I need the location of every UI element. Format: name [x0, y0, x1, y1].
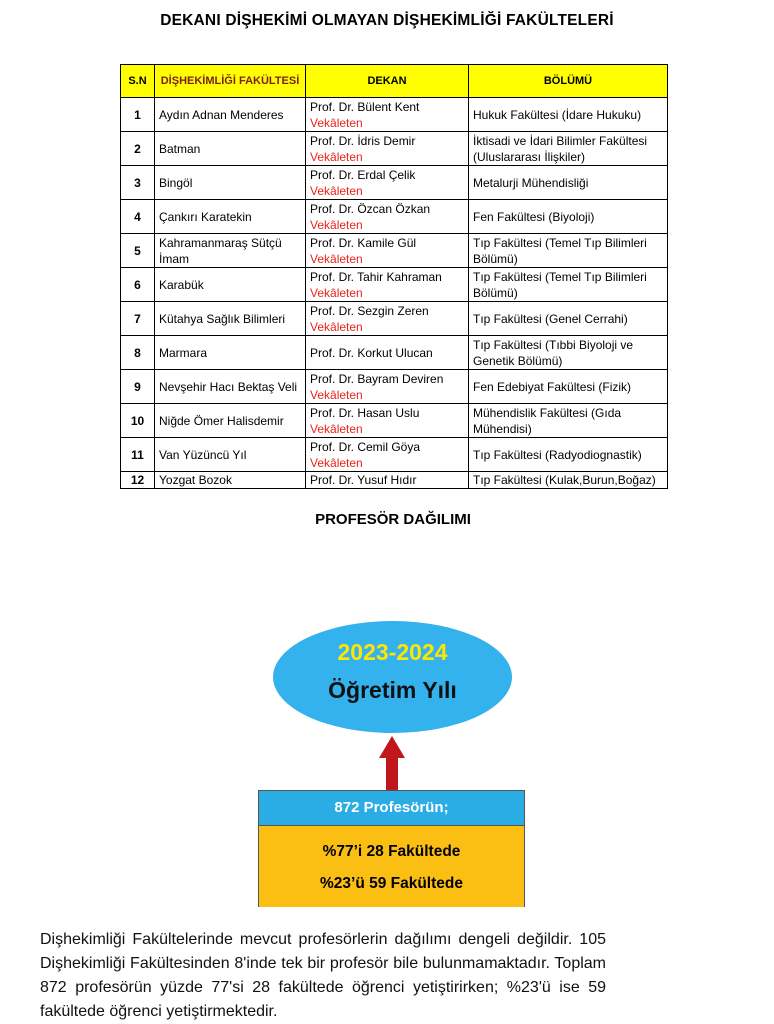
row-number: 2 — [121, 132, 155, 166]
row-number: 8 — [121, 336, 155, 370]
summary-paragraph: Dişhekimliği Fakültelerinde mevcut profesörlerin dağılımı dengeli değildir. 105 Dişhekimliği Fakültesinden 8'inde tek bir profesör bile bulunmamaktadır. Toplam 872 profesörün yüzde 77'si 28 fakültede öğrenci yetiştirirken; %23'ü ise 59 fakültede öğrenci yetiştirmektedir. — [40, 931, 606, 1020]
row-number: 4 — [121, 200, 155, 234]
department-name: Tıp Fakültesi (Kulak,Burun,Boğaz) — [469, 472, 668, 489]
department-name: İktisadi ve İdari Bilimler Fakültesi (Uluslararası İlişkiler) — [469, 132, 668, 166]
row-number: 6 — [121, 268, 155, 302]
dean-cell — [306, 472, 469, 489]
row-number: 10 — [121, 404, 155, 438]
dean-name: Prof. Dr. Sezgin Zeren — [310, 303, 429, 318]
academic-term-label: Öğretim Yılı — [328, 677, 457, 703]
arrow-up-icon — [379, 736, 405, 758]
faculty-name: Çankırı Karatekin — [155, 200, 306, 234]
faculty-name: Van Yüzüncü Yıl — [155, 438, 306, 472]
table-row — [121, 200, 668, 234]
academic-year-ellipse — [273, 621, 512, 733]
department-name: Fen Fakültesi (Biyoloji) — [469, 200, 668, 234]
dean-name: Prof. Dr. Hasan Uslu — [310, 405, 420, 420]
department-name: Tıp Fakültesi (Temel Tıp Bilimleri Bölümü) — [469, 268, 668, 302]
faculty-name: Aydın Adnan Menderes — [155, 98, 306, 132]
faculty-name: Bingöl — [155, 166, 306, 200]
section-subtitle: PROFESÖR DAĞILIMI — [315, 511, 471, 528]
table-row — [121, 166, 668, 200]
dean-cell — [306, 438, 469, 472]
dean-cell — [306, 200, 469, 234]
table-row — [121, 370, 668, 404]
faculty-name: Marmara — [155, 336, 306, 370]
dean-cell — [306, 234, 469, 268]
distribution-line-2: %23’ü 59 Fakültede — [319, 875, 463, 892]
row-number: 9 — [121, 370, 155, 404]
header-department: BÖLÜMÜ — [469, 65, 668, 98]
dean-cell — [306, 302, 469, 336]
department-name: Metalurji Mühendisliği — [469, 166, 668, 200]
department-name: Hukuk Fakültesi (İdare Hukuku) — [469, 98, 668, 132]
faculty-name: Yozgat Bozok — [155, 472, 306, 489]
dean-name: Prof. Dr. Korkut Ulucan — [310, 345, 433, 360]
department-name: Tıp Fakültesi (Temel Tıp Bilimleri Bölümü) — [469, 234, 668, 268]
acting-label: Vekâleten — [310, 285, 363, 300]
table-row — [121, 302, 668, 336]
dean-name: Prof. Dr. Bülent Kent — [310, 99, 420, 114]
table-row — [121, 234, 668, 268]
faculty-name: Nevşehir Hacı Bektaş Veli — [155, 370, 306, 404]
dean-name: Prof. Dr. İdris Demir — [310, 133, 416, 148]
row-number: 7 — [121, 302, 155, 336]
academic-year: 2023-2024 — [337, 639, 448, 665]
table-header-row — [121, 65, 668, 98]
box-body — [259, 826, 524, 907]
table-row — [121, 98, 668, 132]
dean-name: Prof. Dr. Erdal Çelik — [310, 167, 416, 182]
row-number: 3 — [121, 166, 155, 200]
arrow-shaft — [386, 757, 398, 791]
header-faculty: DİŞHEKİMLİĞİ FAKÜLTESİ — [155, 65, 306, 98]
page-title: DEKANI DİŞHEKİMİ OLMAYAN DİŞHEKİMLİĞİ FAKÜLTELERİ — [160, 12, 614, 29]
acting-label: Vekâleten — [310, 149, 363, 164]
dean-name: Prof. Dr. Tahir Kahraman — [310, 269, 442, 284]
table-body — [121, 98, 668, 489]
row-number: 12 — [121, 472, 155, 489]
table-row — [121, 336, 668, 370]
header-sn: S.N — [121, 65, 155, 98]
table-row — [121, 404, 668, 438]
table-row — [121, 268, 668, 302]
row-number: 11 — [121, 438, 155, 472]
table-row — [121, 132, 668, 166]
department-name: Tıp Fakültesi (Radyodiognastik) — [469, 438, 668, 472]
row-number: 5 — [121, 234, 155, 268]
faculty-name: Karabük — [155, 268, 306, 302]
acting-label: Vekâleten — [310, 251, 363, 266]
professor-distribution-box — [258, 790, 525, 907]
dean-cell — [306, 336, 469, 370]
dean-name: Prof. Dr. Cemil Göya — [310, 439, 421, 454]
faculty-name: Kahramanmaraş Sütçü İmam — [155, 234, 306, 268]
acting-label: Vekâleten — [310, 217, 363, 232]
dean-name: Prof. Dr. Yusuf Hıdır — [310, 473, 417, 487]
deans-table — [120, 64, 668, 489]
department-name: Tıp Fakültesi (Tıbbi Biyoloji ve Genetik Bölümü) — [469, 336, 668, 370]
acting-label: Vekâleten — [310, 183, 363, 198]
table-row — [121, 472, 668, 489]
department-name: Mühendislik Fakültesi (Gıda Mühendisi) — [469, 404, 668, 438]
department-name: Tıp Fakültesi (Genel Cerrahi) — [469, 302, 668, 336]
dean-cell — [306, 166, 469, 200]
faculty-name: Batman — [155, 132, 306, 166]
acting-label: Vekâleten — [310, 455, 363, 470]
acting-label: Vekâleten — [310, 421, 363, 436]
acting-label: Vekâleten — [310, 319, 363, 334]
acting-label: Vekâleten — [310, 387, 363, 402]
dean-cell — [306, 132, 469, 166]
header-dean: DEKAN — [306, 65, 469, 98]
row-number: 1 — [121, 98, 155, 132]
dean-cell — [306, 268, 469, 302]
dean-name: Prof. Dr. Bayram Deviren — [310, 371, 444, 386]
acting-label: Vekâleten — [310, 115, 363, 130]
dean-cell — [306, 98, 469, 132]
faculty-name: Niğde Ömer Halisdemir — [155, 404, 306, 438]
box-header: 872 Profesörün; — [259, 791, 524, 826]
dean-cell — [306, 370, 469, 404]
faculty-name: Kütahya Sağlık Bilimleri — [155, 302, 306, 336]
dean-name: Prof. Dr. Özcan Özkan — [310, 201, 431, 216]
dean-cell — [306, 404, 469, 438]
table-row — [121, 438, 668, 472]
department-name: Fen Edebiyat Fakültesi (Fizik) — [469, 370, 668, 404]
distribution-line-1: %77’i 28 Fakültede — [322, 843, 461, 860]
dean-name: Prof. Dr. Kamile Gül — [310, 235, 417, 250]
